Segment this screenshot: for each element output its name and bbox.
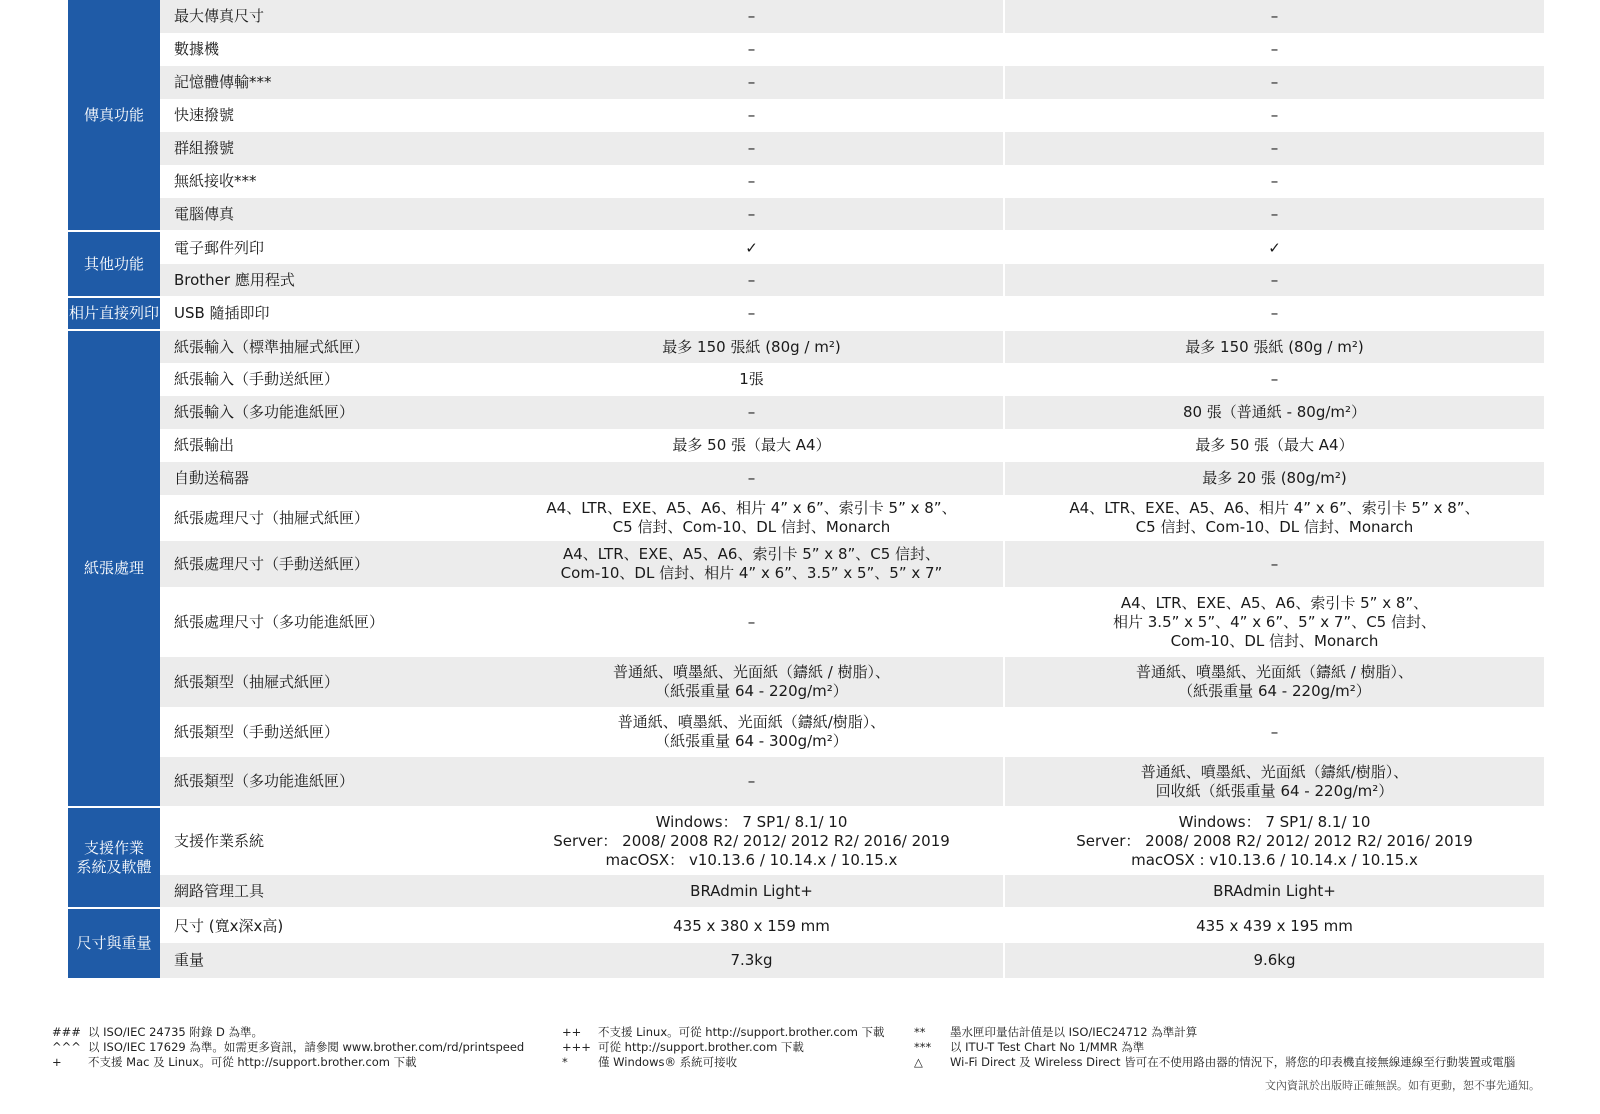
disclaimer: 文內資訊於出版時正確無誤。如有更動，恕不事先通知。 (1265, 1079, 1540, 1092)
model-a-value: BRAdmin Light+ (500, 875, 1004, 908)
model-a-value: 最多 50 張（最大 A4） (500, 429, 1004, 462)
model-b-value: – (1004, 198, 1544, 231)
feature-label: 紙張輸入（手動送紙匣） (160, 363, 500, 396)
model-b-value: A4、LTR、EXE、A5、A6、索引卡 5” x 8”、 相片 3.5” x 5”、4” x 6”、5” x 7”、C5 信封、 Com-10、DL 信封、Monarch (1004, 587, 1544, 657)
feature-label: 紙張處理尺寸（多功能進紙匣） (160, 587, 500, 657)
spec-row (68, 541, 1544, 587)
feature-label: 尺寸 (寬x深x高) (160, 908, 500, 943)
feature-label: 紙張類型（抽屜式紙匣） (160, 657, 500, 707)
spec-row (68, 165, 1544, 198)
footnote (914, 1055, 1515, 1070)
spec-row (68, 132, 1544, 165)
spec-row (68, 908, 1544, 943)
model-b-value: – (1004, 66, 1544, 99)
model-b-value: 最多 20 張 (80g/m²) (1004, 462, 1544, 495)
spec-row (68, 33, 1544, 66)
spec-row (68, 297, 1544, 330)
model-b-value: – (1004, 0, 1544, 33)
spec-row (68, 330, 1544, 363)
model-a-value: – (500, 396, 1004, 429)
model-a-value: – (500, 0, 1004, 33)
footnotes-column-2 (562, 1025, 885, 1070)
feature-label: 支援作業系統 (160, 807, 500, 875)
footnotes-column-1 (52, 1025, 524, 1070)
spec-row (68, 587, 1544, 657)
spec-row (68, 429, 1544, 462)
model-a-value: 435 x 380 x 159 mm (500, 908, 1004, 943)
model-b-value: – (1004, 33, 1544, 66)
model-a-value: 1張 (500, 363, 1004, 396)
spec-row (68, 875, 1544, 908)
feature-label: 紙張類型（手動送紙匣） (160, 707, 500, 757)
spec-row (68, 198, 1544, 231)
model-b-value: 435 x 439 x 195 mm (1004, 908, 1544, 943)
feature-label: 紙張輸入（多功能進紙匣） (160, 396, 500, 429)
spec-row (68, 807, 1544, 875)
footnote (52, 1025, 524, 1040)
model-a-value: 最多 150 張紙 (80g / m²) (500, 330, 1004, 363)
model-b-value: – (1004, 132, 1544, 165)
feature-label: 記憶體傳輸*** (160, 66, 500, 99)
feature-label: 群組撥號 (160, 132, 500, 165)
model-b-value: 80 張（普通紙 - 80g/m²） (1004, 396, 1544, 429)
feature-label: 紙張輸入（標準抽屜式紙匣） (160, 330, 500, 363)
model-a-value: – (500, 66, 1004, 99)
model-b-value: – (1004, 707, 1544, 757)
footnote-text: 以 ISO/IEC 24735 附錄 D 為準。 (88, 1025, 264, 1039)
model-b-value: 普通紙、噴墨紙、光面紙（鑄紙 / 樹脂）、 （紙張重量 64 - 220g/m²） (1004, 657, 1544, 707)
model-a-value: – (500, 757, 1004, 807)
spec-row (68, 231, 1544, 264)
feature-label: 自動送稿器 (160, 462, 500, 495)
category-label: 尺寸與重量 (68, 908, 160, 978)
feature-label: 最大傳真尺寸 (160, 0, 500, 33)
category-label: 支援作業 系統及軟體 (68, 807, 160, 908)
footnote-text: Wi-Fi Direct 及 Wireless Direct 皆可在不使用路由器的情況下，將您的印表機直接無線連線至行動裝置或電腦 (950, 1055, 1516, 1069)
model-a-value: A4、LTR、EXE、A5、A6、索引卡 5” x 8”、C5 信封、 Com-10、DL 信封、相片 4” x 6”、3.5” x 5”、5” x 7” (500, 541, 1004, 587)
spec-row (68, 657, 1544, 707)
footnote-marker: *** (914, 1040, 932, 1054)
feature-label: 電子郵件列印 (160, 231, 500, 264)
feature-label: 快速撥號 (160, 99, 500, 132)
model-a-value: A4、LTR、EXE、A5、A6、相片 4” x 6”、索引卡 5” x 8”、 C5 信封、Com-10、DL 信封、Monarch (500, 495, 1004, 541)
model-a-value: Windows： 7 SP1/ 8.1/ 10 Server： 2008/ 2008 R2/ 2012/ 2012 R2/ 2016/ 2019 macOSX： v10.13.6 / 10.14.x / 10.15.x (500, 807, 1004, 875)
footnote-marker: ### (52, 1025, 81, 1039)
spec-row (68, 707, 1544, 757)
spec-row (68, 396, 1544, 429)
model-a-value: – (500, 587, 1004, 657)
model-a-value: 普通紙、噴墨紙、光面紙（鑄紙/樹脂）、 （紙張重量 64 - 300g/m²） (500, 707, 1004, 757)
footnote (52, 1055, 524, 1070)
footnote (562, 1025, 885, 1040)
feature-label: 無紙接收*** (160, 165, 500, 198)
model-b-value: A4、LTR、EXE、A5、A6、相片 4” x 6”、索引卡 5” x 8”、 C5 信封、Com-10、DL 信封、Monarch (1004, 495, 1544, 541)
spec-row (68, 943, 1544, 978)
category-label: 傳真功能 (68, 0, 160, 231)
model-b-value: 9.6kg (1004, 943, 1544, 978)
feature-label: USB 隨插即印 (160, 297, 500, 330)
spec-row (68, 99, 1544, 132)
model-a-value: – (500, 462, 1004, 495)
category-label: 相片直接列印 (68, 297, 160, 330)
model-a-value: – (500, 33, 1004, 66)
model-a-value: – (500, 99, 1004, 132)
footnotes-column-3 (914, 1025, 1515, 1070)
footnote-marker: ++ (562, 1025, 582, 1039)
footnote-marker: +++ (562, 1040, 591, 1054)
footnote (562, 1040, 885, 1055)
model-b-value: – (1004, 363, 1544, 396)
model-b-value: 普通紙、噴墨紙、光面紙（鑄紙/樹脂）、 回收紙（紙張重量 64 - 220g/m²） (1004, 757, 1544, 807)
footnote-marker: ** (914, 1025, 926, 1039)
model-a-value: ✓ (500, 231, 1004, 264)
feature-label: 紙張類型（多功能進紙匣） (160, 757, 500, 807)
category-label: 紙張處理 (68, 330, 160, 807)
footnote-text: 可從 http://support.brother.com 下載 (598, 1040, 804, 1054)
spec-row (68, 0, 1544, 33)
model-b-value: BRAdmin Light+ (1004, 875, 1544, 908)
spec-table (68, 0, 1544, 978)
footnote-marker: ^^^ (52, 1040, 81, 1054)
feature-label: 紙張處理尺寸（抽屜式紙匣） (160, 495, 500, 541)
model-a-value: 普通紙、噴墨紙、光面紙（鑄紙 / 樹脂）、 （紙張重量 64 - 220g/m²） (500, 657, 1004, 707)
model-a-value: – (500, 297, 1004, 330)
model-a-value: – (500, 165, 1004, 198)
model-b-value: – (1004, 541, 1544, 587)
footnote-marker: △ (914, 1055, 923, 1069)
spec-row (68, 363, 1544, 396)
model-b-value: – (1004, 264, 1544, 297)
footnote (52, 1040, 524, 1055)
model-b-value: Windows： 7 SP1/ 8.1/ 10 Server： 2008/ 2008 R2/ 2012/ 2012 R2/ 2016/ 2019 macOSX : v10.13.6 / 10.14.x / 10.15.x (1004, 807, 1544, 875)
footnote (914, 1040, 1515, 1055)
spec-row (68, 462, 1544, 495)
model-b-value: 最多 50 張（最大 A4） (1004, 429, 1544, 462)
feature-label: 網路管理工具 (160, 875, 500, 908)
footnote-marker: + (52, 1055, 62, 1069)
footnote-text: 不支援 Mac 及 Linux。可從 http://support.brother.com 下載 (88, 1055, 417, 1069)
spec-row (68, 495, 1544, 541)
model-a-value: – (500, 198, 1004, 231)
feature-label: 重量 (160, 943, 500, 978)
feature-label: 紙張處理尺寸（手動送紙匣） (160, 541, 500, 587)
model-b-value: 最多 150 張紙 (80g / m²) (1004, 330, 1544, 363)
feature-label: 紙張輸出 (160, 429, 500, 462)
spec-row (68, 757, 1544, 807)
footnote-marker: * (562, 1055, 568, 1069)
model-b-value: ✓ (1004, 231, 1544, 264)
spec-row (68, 264, 1544, 297)
footnote-text: 以 ITU-T Test Chart No 1/MMR 為準 (950, 1040, 1145, 1054)
footnote-text: 墨水匣印量估計值是以 ISO/IEC24712 為準計算 (950, 1025, 1198, 1039)
footnote-text: 不支援 Linux。可從 http://support.brother.com 下載 (598, 1025, 885, 1039)
footnote (914, 1025, 1515, 1040)
footnote (562, 1055, 885, 1070)
feature-label: Brother 應用程式 (160, 264, 500, 297)
feature-label: 數據機 (160, 33, 500, 66)
model-b-value: – (1004, 165, 1544, 198)
spec-row (68, 66, 1544, 99)
model-b-value: – (1004, 297, 1544, 330)
feature-label: 電腦傳真 (160, 198, 500, 231)
model-b-value: – (1004, 99, 1544, 132)
footnote-text: 以 ISO/IEC 17629 為準。如需更多資訊，請參閱 www.brother.com/rd/printspeed (88, 1040, 525, 1054)
footnote-text: 僅 Windows® 系統可接收 (598, 1055, 738, 1069)
category-label: 其他功能 (68, 231, 160, 297)
model-a-value: – (500, 132, 1004, 165)
model-a-value: – (500, 264, 1004, 297)
model-a-value: 7.3kg (500, 943, 1004, 978)
